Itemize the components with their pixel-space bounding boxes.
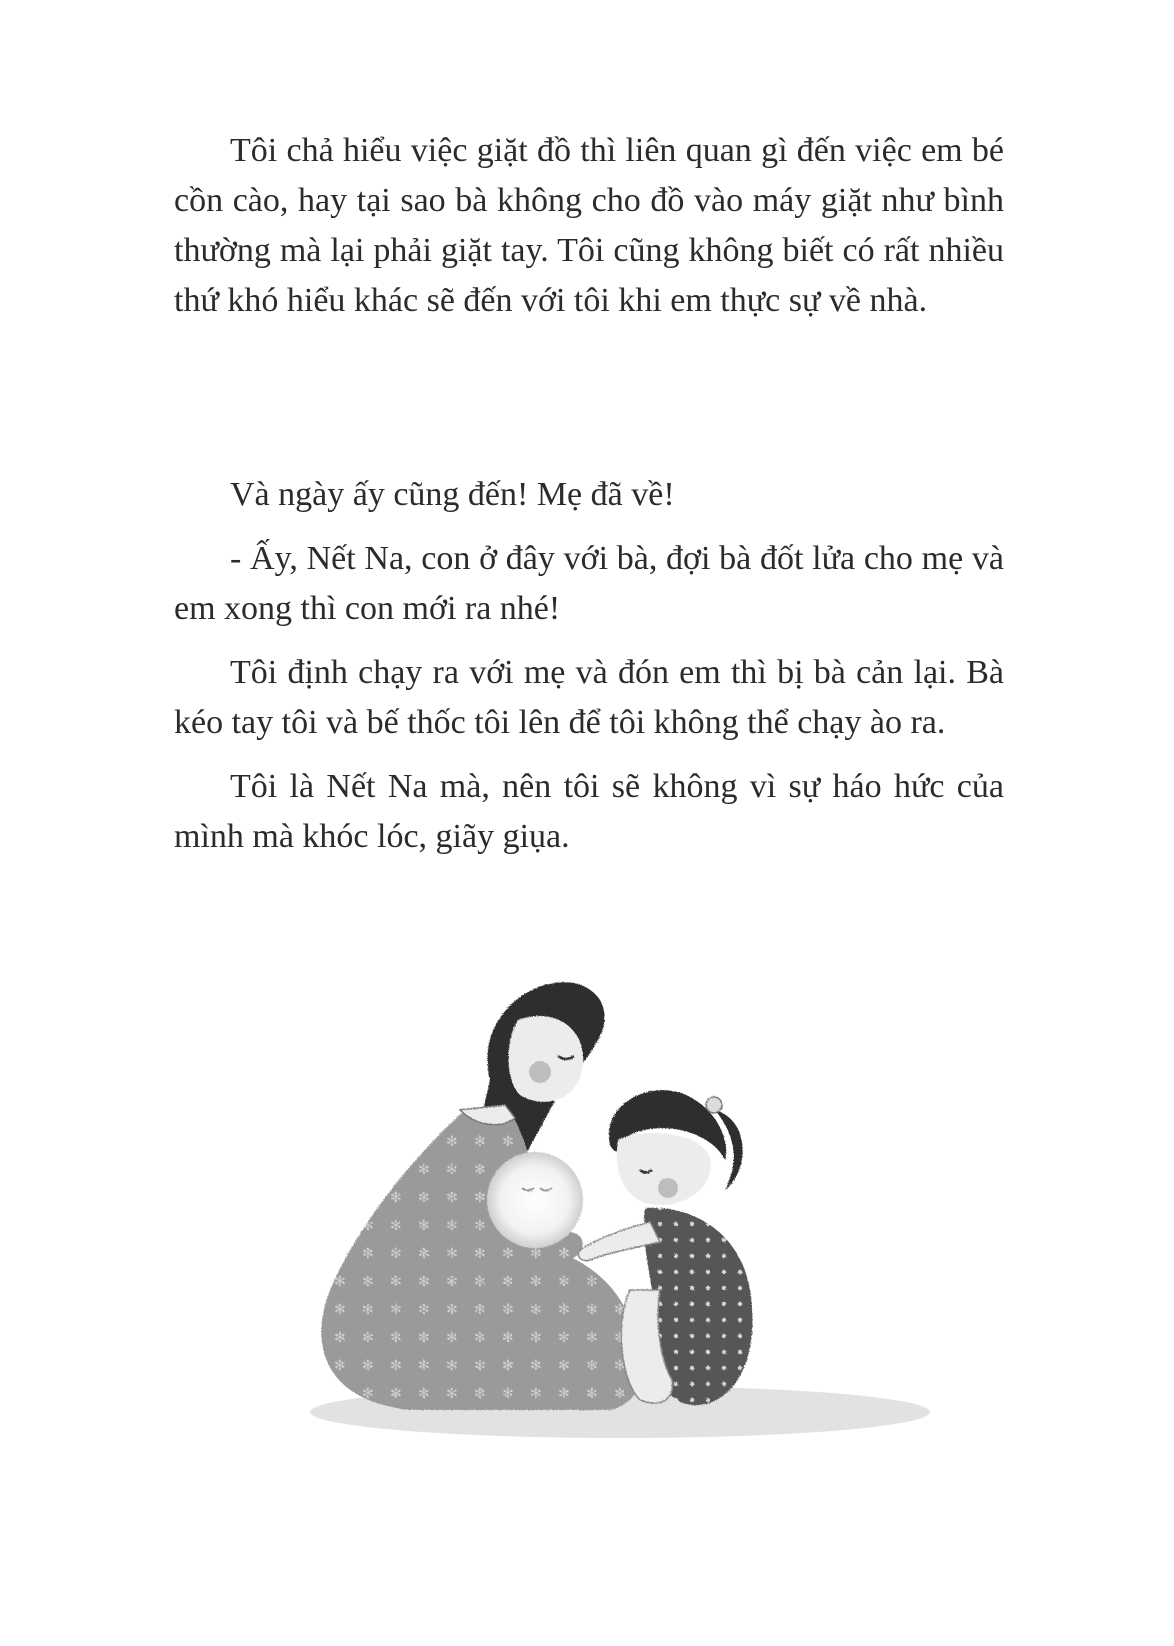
baby-bundle <box>487 1152 583 1248</box>
paragraph: Tôi chả hiểu việc giặt đồ thì liên quan gì đến việc em bé cồn cào, hay tại sao bà không cho đồ vào máy giặt như bình thường mà lại phải giặt tay. Tôi cũng không biết có rất nhiều thứ khó hiểu khác sẽ đến với tôi khi em thực sự về nhà. <box>174 132 1004 319</box>
paragraph: Tôi định chạy ra với mẹ và đón em thì bị bà cản lại. Bà kéo tay tôi và bế thốc tôi lên để tôi không thể chạy ào ra. <box>174 654 1004 741</box>
text-section-top <box>174 126 1004 326</box>
girl-hair-tie <box>706 1097 722 1113</box>
paragraph: Và ngày ấy cũng đến! Mẹ đã về! <box>230 476 675 513</box>
text-section-bottom <box>174 470 1004 862</box>
mother-dress <box>321 1110 641 1410</box>
mother-cheek <box>529 1061 551 1083</box>
paragraph: Tôi là Nết Na mà, nên tôi sẽ không vì sự háo hức của mình mà khóc lóc, giãy giụa. <box>174 768 1004 855</box>
illustration-mother-baby-girl <box>300 960 940 1460</box>
paragraph: - Ấy, Nết Na, con ở đây với bà, đợi bà đốt lửa cho mẹ và em xong thì con mới ra nhé! <box>174 540 1004 627</box>
girl-cheek <box>658 1178 678 1198</box>
